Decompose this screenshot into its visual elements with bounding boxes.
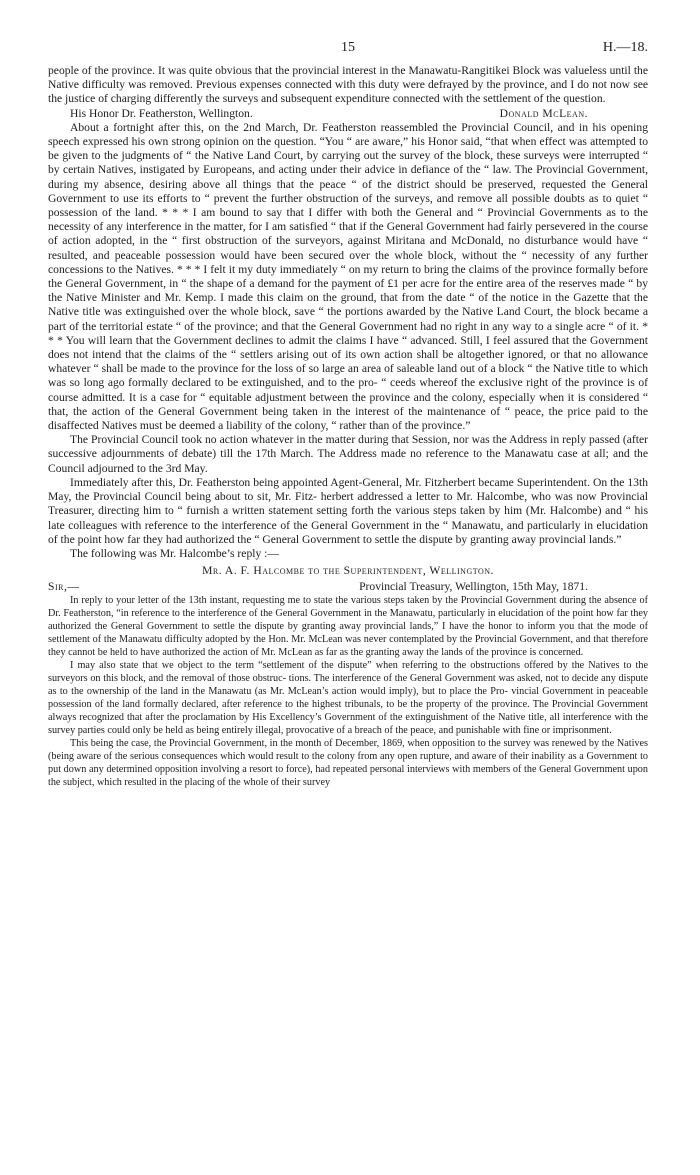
letter-paragraph: This being the case, the Provincial Government, in the month of December, 1869, when opposition to the survey was renewed by the Natives (being aware of the serious consequences which would result to the colony from any open rupture, and aware of their inability as a Government to put down any determined opposition involving a resort to force), had repeated personal interviews with members of the General Government upon the subject, which resulted in the placing of the whole of their survey bbox=[48, 738, 648, 789]
letter-salutation-line bbox=[48, 580, 648, 594]
signatory: Donald McLean. bbox=[499, 106, 588, 120]
paragraph: people of the province. It was quite obvious that the provincial interest in the Manawatu-Rangitikei Block was valueless until the Native difficulty was removed. Previous expenses connected with this duty were defrayed by the province, and I do not now see the justice of charging differently the surveys and subsequent expenditure connected with the settlement of the question. bbox=[48, 64, 648, 106]
paragraph: The following was Mr. Halcombe’s reply :— bbox=[70, 546, 279, 560]
signature-line bbox=[48, 107, 648, 121]
page-number: 15 bbox=[341, 40, 355, 55]
paragraph: Immediately after this, Dr. Featherston being appointed Agent-General, Mr. Fitzherbert became Superintendent. On the 13th May, the Provincial Council being about to sit, Mr. Fitz- herbert addressed a letter to Mr. Halcombe, who was now Provincial Treasurer, directing him to “ furnish a written statement setting forth the various steps taken by him (Mr. Halcombe) and “ his late colleagues with reference to the interference of the General Government in the “ Manawatu, and particularly in elucidation of the point how far they had authorized the “ General Government to settle the dispute by granting away provincial lands.” bbox=[48, 475, 648, 546]
letter-paragraph: I may also state that we object to the term “settlement of the dispute” when referring to the obstructions offered by the Natives to the surveyors on this block, and the removal of those obstruc- tions. The interference of the General Government was asked, not to decide any dispute as to the ownership of the land in the Manawatu (as Mr. McLean’s action would imply), but to place the Pro- vincial Government in peaceable possession of the land formally declared, after reference to the highest tribunals, to be the property of the province. The Provincial Government always recognized that after the proclamation by His Excellency’s Government of the extinguishment of the Native title, all interference with the survey parties could only be held as being entirely illegal, provocative of a breach of the peace, and punishable with fine or imprisonment. bbox=[48, 660, 648, 737]
paragraph: About a fortnight after this, on the 2nd March, Dr. Featherston reassembled the Provincial Council, and in his opening speech expressed his own strong opinion on the question. “You “ are aware,” his Honor said, “that when effect was attempted to be given to the judgments of “ the Native Land Court, by carrying out the survey of the block, these surveys were interrupted “ by certain Natives, instigated by Europeans, and acting under their advice in defiance of the “ law. The Provincial Government, during my absence, desiring above all things that the peace “ of the district should be preserved, requested the General Government to use its efforts to “ prevent the further obstruction of the surveys, and remove all possible doubts as to quiet “ possession of the land. * * * I am bound to say that I differ with both the General and “ Provincial Governments as to the necessity of any interference in the matter, for I am satisfied “ that if the General Government had fairly persevered in the course of action adopted, in the “ first obstruction of the surveyors, against Miritana and McDonald, no disturbance would have “ resulted, and peaceable possession would have been secured over the whole block, without the “ necessity of any further concessions to the Natives. * * * I felt it my duty immediately “ on my return to bring the claims of the province formally before the General Government, in “ the shape of a demand for the payment of £1 per acre for the entire area of the reserves made “ by the Native Minister and Mr. Kemp. I made this claim on the ground, that from the date “ of the notice in the Gazette that the Native title was extinguished over the whole block, save “ the portions awarded by the Native Land Court, the block became a part of the territorial estate “ of the province; and that the General Government had no right in any way to a single acre “ of it. * * * You will learn that the Government declines to admit the claims I have “ advanced. Still, I feel assured that the Government does not intend that the claims of the “ settlers arising out of its own action shall be altogether ignored, or that no allowance whatever “ shall be made to the province for the loss of so large an area of saleable land out of a block “ the Native title to which was so long ago formally declared to be extinguished, and to the pro- “ ceeds whereof the exclusive right of the province is of course admitted. It is a case for “ equitable adjustment between the province and the colony, especially when it is considered “ that, the action of the General Government being taken in the interest of the maintenance of “ peace, the price paid to the disaffected Natives must be deemed a liability of the colony, “ rather than of the province.” bbox=[48, 120, 648, 433]
letter-paragraph: In reply to your letter of the 13th instant, requesting me to state the various steps taken by the Provincial Government during the absence of Dr. Featherston, “in reference to the interference of the General Government in the Manawatu, particularly in elucidation of the point how far they authorized the General Government to settle the dispute by granting away provincial lands,” I have the honor to inform you that the mode of settlement of the Manawatu difficulty adopted by the Hon. Mr. McLean was never contemplated by the Provincial Government, and that therefore they cannot be held to have authorized the action of Mr. McLean as far as the granting away the lands of the province is concerned. bbox=[48, 595, 648, 659]
letter-location-date: Provincial Treasury, Wellington, 15th May, 1871. bbox=[359, 580, 588, 594]
salutation: Sir,— bbox=[48, 580, 80, 594]
document-reference: H.—18. bbox=[602, 40, 648, 55]
page-header bbox=[48, 40, 648, 64]
addressee: His Honor Dr. Featherston, Wellington. bbox=[70, 106, 253, 120]
letter-heading: Mr. A. F. Halcombe to the Superintendent, Wellington. bbox=[202, 564, 494, 578]
paragraph: The Provincial Council took no action whatever in the matter during that Session, nor was the Address in reply passed (after successive adjournments of debate) till the 17th March. The Address made no reference to the Manawatu case at all; and the Council adjourned to the 3rd May. bbox=[48, 433, 648, 475]
